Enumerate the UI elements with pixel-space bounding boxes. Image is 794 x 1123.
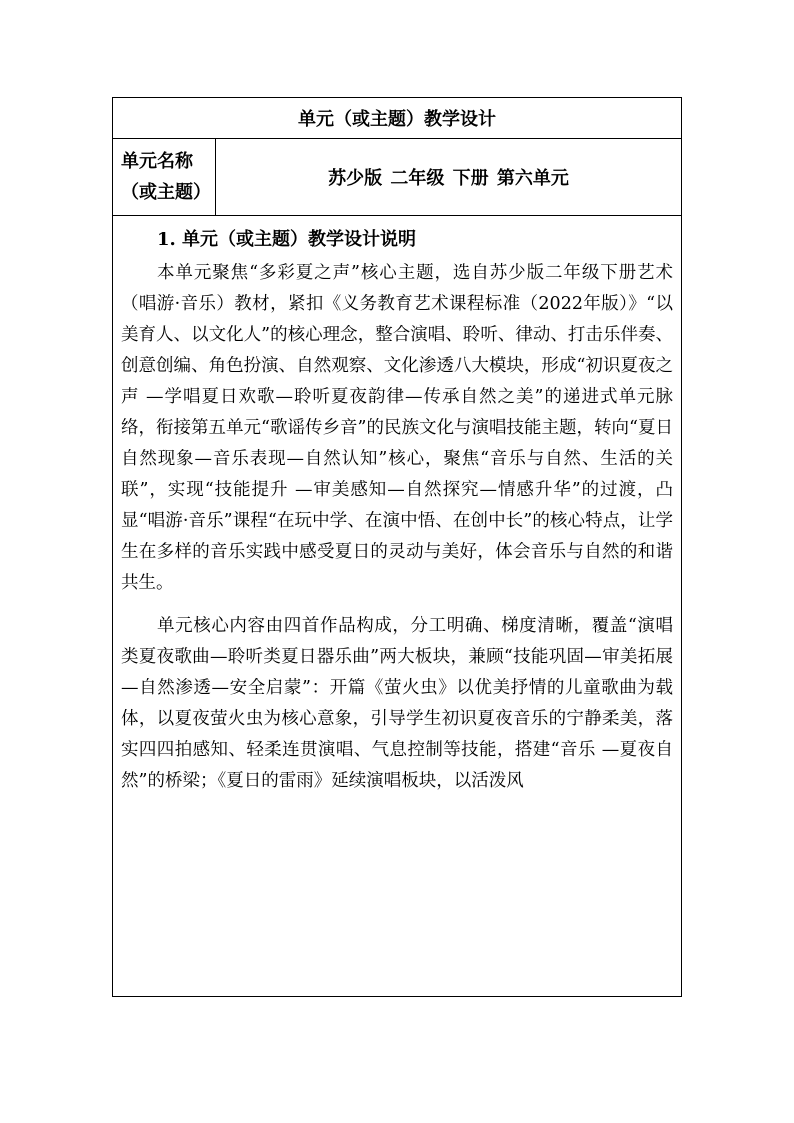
unit-design-table (112, 97, 682, 997)
unit-name-value-cell (216, 139, 681, 215)
table-title-row (113, 98, 681, 139)
table-title: 单元（或主题）教学设计 (298, 109, 496, 130)
section-heading: 1. 单元（或主题）教学设计说明 (157, 229, 417, 250)
design-description-cell (113, 216, 681, 996)
unit-name-row (113, 139, 681, 216)
unit-name-label-line2: （或主题） (121, 182, 211, 203)
unit-name-label-line1: 单元名称 (121, 151, 193, 172)
unit-name-value: 苏少版 二年级 下册 第六单元 (328, 168, 569, 189)
paragraph-1: 本单元聚焦“多彩夏之声”核心主题，选自苏少版二年级下册艺术（唱游·音乐）教材，紧扣《义务教育艺术课程标准（2022年版）》“以美育人、以文化人”的核心理念，整合演唱、聆听、律动、打击乐伴奏、创意创编、角色扮演、自然观察、文化渗透八大模块，形成“初识夏夜之声 —学唱夏日欢歌—聆听夏夜韵律—传承自然之美”的递进式单元脉络，衔接第五单元“歌谣传乡音”的民族文化与演唱技能主题，转向“夏日自然现象—音乐表现—自然认知”核心，聚焦“音乐与自然、生活的关联”，实现“技能提升 —审美感知—自然探究—情感升华”的过渡，凸显“唱游·音乐”课程“在玩中学、在演中悟、在创中长”的核心特点，让学生在多样的音乐实践中感受夏日的灵动与美好，体会音乐与自然的和谐共生。 (121, 263, 673, 593)
unit-name-label (113, 139, 216, 215)
paragraph-2: 单元核心内容由四首作品构成，分工明确、梯度清晰，覆盖“演唱类夏夜歌曲—聆听类夏日器乐曲”两大板块，兼顾“技能巩固—审美拓展—自然渗透—安全启蒙”：开篇《萤火虫》以优美抒情的儿童歌曲为载体，以夏夜萤火虫为核心意象，引导学生初识夏夜音乐的宁静柔美，落实四四拍感知、轻柔连贯演唱、气息控制等技能，搭建“音乐 —夏夜自然”的桥梁；《夏日的雷雨》延续演唱板块，以活泼风 (121, 616, 673, 791)
